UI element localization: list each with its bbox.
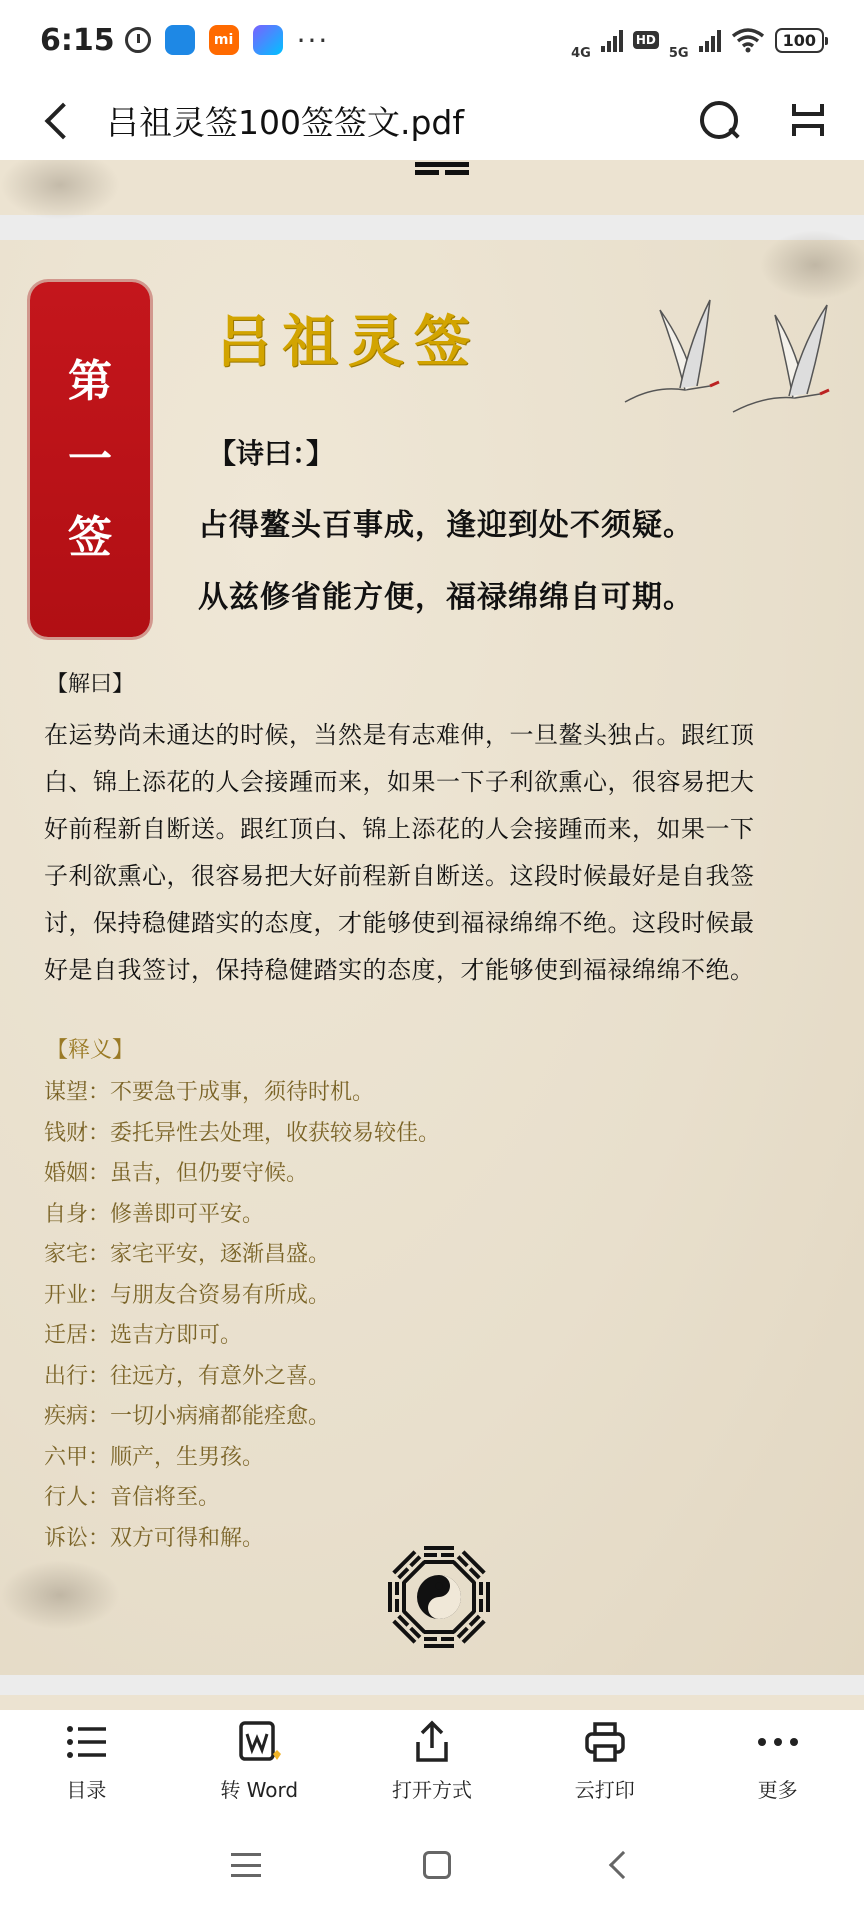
list-item: 自身：修善即可平安。 xyxy=(44,1200,265,1226)
list-item: 六甲：顺产，生男孩。 xyxy=(44,1443,265,1469)
lot-number-char-3: 签 xyxy=(68,511,112,563)
list-item: 谋望：不要急于成事，须待时机。 xyxy=(44,1079,375,1104)
cloud-print-button[interactable] xyxy=(518,1710,691,1810)
more-button[interactable] xyxy=(691,1710,864,1810)
more-icon xyxy=(754,1718,802,1766)
cloud-print-label: 云打印 xyxy=(574,1777,635,1802)
open-with-label: 打开方式 xyxy=(391,1777,472,1802)
convert-word-label: 转 Word xyxy=(220,1777,299,1802)
share-icon xyxy=(408,1718,456,1766)
wifi-icon xyxy=(731,27,765,53)
nav-back-icon[interactable] xyxy=(609,1851,637,1879)
meaning-label: 【释义】 xyxy=(46,1038,135,1063)
status-time: 6:15 xyxy=(40,22,115,58)
explanation-text xyxy=(44,712,852,994)
open-with-button[interactable] xyxy=(346,1710,519,1810)
status-bar xyxy=(0,0,864,80)
list-item: 疾病：一切小病痛都能痊愈。 xyxy=(44,1403,331,1428)
signal-icon-2 xyxy=(699,28,721,52)
bottom-toolbar xyxy=(0,1710,864,1810)
gallery-app-icon xyxy=(253,25,283,55)
home-icon[interactable] xyxy=(423,1851,451,1879)
poem-line-1: 占得鳌头百事成，逢迎到处不须疑。 xyxy=(198,508,694,543)
poem-line-2: 从兹修省能方便，福禄绵绵自可期。 xyxy=(198,580,694,615)
recent-apps-icon[interactable] xyxy=(231,1853,261,1877)
network-5g-label: 5G xyxy=(668,45,689,61)
list-item: 开业：与朋友合资易有所成。 xyxy=(44,1281,331,1307)
toc-label: 目录 xyxy=(66,1777,107,1802)
list-item: 家宅：家宅平安，逐渐昌盛。 xyxy=(44,1241,331,1266)
poem-label: 【诗曰：】 xyxy=(208,437,335,470)
explain-line: 在运势尚未通达的时候，当然是有志难伸，一旦鳌头独占。跟红顶 xyxy=(44,721,755,749)
lot-number-char-2: 一 xyxy=(68,433,112,485)
list-item: 出行：往远方，有意外之喜。 xyxy=(44,1362,331,1388)
toc-button[interactable] xyxy=(0,1710,173,1810)
list-item: 婚姻：虽吉，但仍要守候。 xyxy=(44,1160,309,1185)
back-arrow-icon[interactable] xyxy=(40,98,76,142)
alarm-icon xyxy=(125,27,151,53)
explain-line: 子利欲熏心，很容易把大好前程新自断送。这段时候最好是自我签 xyxy=(44,862,755,890)
explain-line: 好是自我签讨，保持稳健踏实的态度，才能够使到福禄绵绵不绝。 xyxy=(44,956,755,984)
lot-number-tab xyxy=(30,282,150,637)
cranes-illustration xyxy=(615,290,855,420)
more-notifications-icon: ··· xyxy=(296,23,330,57)
pdf-viewport[interactable] xyxy=(0,160,864,1710)
list-item: 钱财：委托异性去处理，收获较易较佳。 xyxy=(44,1119,441,1145)
lot-number-char-1: 第 xyxy=(68,355,112,407)
convert-word-button[interactable] xyxy=(173,1710,346,1810)
battery-icon: 100 xyxy=(775,28,824,53)
list-item: 行人：音信将至。 xyxy=(44,1484,221,1509)
list-item: 迁居：选吉方即可。 xyxy=(44,1322,243,1347)
explain-label: 【解曰】 xyxy=(46,672,135,697)
explain-line: 白、锦上添花的人会接踵而来，如果一下子利欲熏心，很容易把大 xyxy=(44,768,755,796)
mi-app-icon: mi xyxy=(209,25,239,55)
blue-app-icon xyxy=(165,25,195,55)
pdf-page xyxy=(0,240,864,1675)
signal-icon xyxy=(601,28,623,52)
network-4g-label: 4G xyxy=(571,45,591,61)
list-item: 诉讼：双方可得和解。 xyxy=(44,1524,265,1550)
document-title: 吕祖灵签100签签文.pdf xyxy=(106,102,464,142)
more-label: 更多 xyxy=(757,1777,798,1802)
next-page xyxy=(0,1695,864,1710)
explain-line: 讨，保持稳健踏实的态度，才能够使到福禄绵绵不绝。这段时候最 xyxy=(44,909,755,937)
convert-word-icon xyxy=(235,1718,283,1766)
bagua-icon-top xyxy=(397,160,487,180)
bagua-icon xyxy=(384,1542,494,1652)
hd-badge: HD xyxy=(633,31,659,49)
search-icon[interactable] xyxy=(698,99,740,141)
list-icon xyxy=(62,1718,110,1766)
explain-line: 好前程新自断送。跟红顶白、锦上添花的人会接踵而来，如果一下 xyxy=(44,815,755,843)
previous-page xyxy=(0,160,864,215)
page-fold-icon[interactable] xyxy=(788,100,828,140)
meanings-list xyxy=(44,1072,804,1558)
system-nav-bar xyxy=(0,1810,864,1920)
printer-icon xyxy=(581,1718,629,1766)
app-header xyxy=(0,80,864,160)
page-main-title: 吕祖灵签 xyxy=(216,309,480,375)
